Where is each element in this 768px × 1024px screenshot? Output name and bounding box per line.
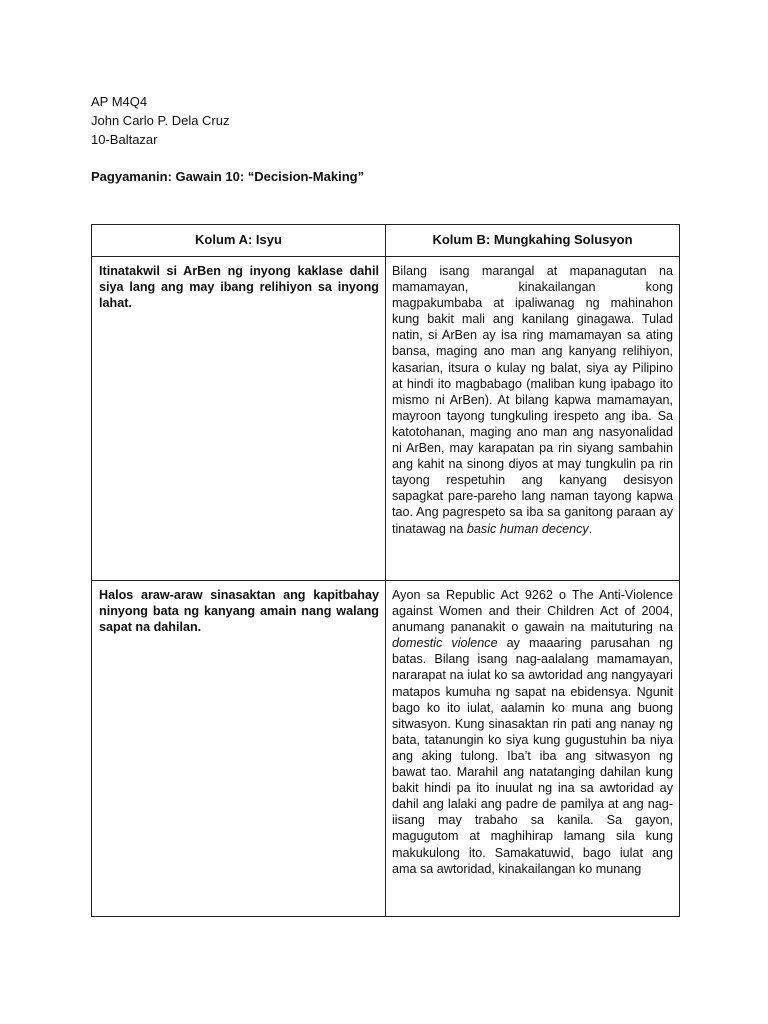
issue-cell: Itinatakwil si ArBen ng inyong kaklase dahil siya lang ang may ibang relihiyon sa inyong lahat. bbox=[92, 257, 386, 581]
solution-emphasis: basic human decency bbox=[466, 521, 589, 536]
document-header bbox=[91, 92, 230, 149]
solution-text-end: . bbox=[588, 521, 593, 536]
solution-text-end: ay maaaring parusahan ng batas. Bilang isang nag-aalalang mamamayan, nararapat na iulat ko sa awtoridad ang nangyayari matapos kumuha ng sapat na ebidensya. Ngunit bago ko ito iulat, aalamin ko muna ang buong sitwasyon. Kung sinasaktan rin pati ang nanay ng bata, tatanungin ko siya kung gugustuhin ba niya ang aking tulong. Iba’t iba ang sitwasyon ng bawat tao. Marahil ang natatanging dahilan kung bakit hindi pa ito inuulat ng ina sa awtoridad ay dahil ang lalaki ang padre de pamilya at ang nag-iisang may trabaho sa kanila. Sa gayon, magugutom at maghihirap lamang sila kung makukulong ito. Samakatuwid, bago iulat ang ama sa awtoridad, kinakailangan ko munang bbox=[392, 636, 674, 876]
decision-making-table bbox=[91, 224, 680, 917]
issue-cell: Halos araw-araw sinasaktan ang kapitbahay ninyong bata ng kanyang amain nang walang sapat na dahilan. bbox=[92, 581, 386, 917]
solution-text: Ayon sa Republic Act 9262 o The Anti-Violence against Women and their Children Act of 2004, anumang pananakit o gawain na maituturing na bbox=[392, 588, 673, 635]
column-b-header: Kolum B: Mungkahing Solusyon bbox=[386, 225, 680, 257]
table-row bbox=[92, 581, 680, 917]
table-row bbox=[92, 257, 680, 581]
student-name: John Carlo P. Dela Cruz bbox=[91, 113, 230, 128]
section-label: 10-Baltazar bbox=[91, 132, 158, 147]
activity-title: Pagyamanin: Gawain 10: “Decision-Making” bbox=[91, 169, 365, 184]
solution-text: Bilang isang marangal at mapanagutan na mamamayan, kinakailangan kong magpakumbaba at ipaliwanag ng mahinahon kung bakit mali ang kanilang ginagawa. Tulad natin, si ArBen ay isa ring mamamayan sa ating bansa, maging ano man ang kanyang relihiyon, kasarian, itsura o kulay ng balat, siya ay Pilipino at hindi ito magbabago (maliban kung ipabago ito mismo ni ArBen). At bilang kapwa mamamayan, mayroon tayong tungkuling irespeto ang iba. Sa katotohanan, maging ano man ang nasyonalidad ni ArBen, may karapatan pa rin siyang sambahin ang kahit na sinong diyos at may tungkulin pa rin tayong respetuhin ang kanyang desisyon sapagkat pare-pareho lang naman tayong kapwa tao. Ang pagrespeto sa iba sa ganitong paraan ay tinatawag na bbox=[392, 264, 673, 536]
table-header-row bbox=[92, 225, 680, 257]
column-a-header: Kolum A: Isyu bbox=[92, 225, 386, 257]
subject-label: AP M4Q4 bbox=[91, 94, 148, 109]
solution-cell bbox=[386, 581, 680, 917]
solution-cell bbox=[386, 257, 680, 581]
solution-emphasis: domestic violence bbox=[392, 636, 498, 651]
